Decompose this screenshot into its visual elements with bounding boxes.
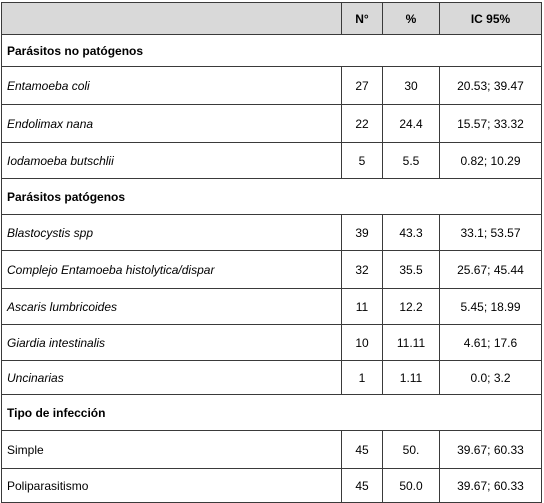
section-title: Parásitos no patógenos bbox=[2, 35, 542, 67]
results-table bbox=[1, 2, 542, 503]
row-ci95: 15.57; 33.32 bbox=[440, 105, 542, 143]
table-row bbox=[2, 325, 542, 361]
header-percent: % bbox=[383, 3, 440, 35]
table-row bbox=[2, 143, 542, 179]
table-row bbox=[2, 105, 542, 143]
row-name: Poliparasitismo bbox=[2, 469, 342, 503]
row-name: Simple bbox=[2, 431, 342, 469]
section-row bbox=[2, 35, 542, 67]
row-percent: 5.5 bbox=[383, 143, 440, 179]
row-percent: 11.11 bbox=[383, 325, 440, 361]
section-row bbox=[2, 179, 542, 215]
row-name: Blastocystis spp bbox=[2, 215, 342, 251]
row-percent: 50.0 bbox=[383, 469, 440, 503]
row-name: Ascaris lumbricoides bbox=[2, 289, 342, 325]
row-name: Giardia intestinalis bbox=[2, 325, 342, 361]
row-percent: 35.5 bbox=[383, 251, 440, 289]
row-percent: 30 bbox=[383, 67, 440, 105]
row-name: Iodamoeba butschlii bbox=[2, 143, 342, 179]
row-percent: 24.4 bbox=[383, 105, 440, 143]
row-n: 32 bbox=[342, 251, 383, 289]
row-n: 10 bbox=[342, 325, 383, 361]
section-title: Tipo de infección bbox=[2, 395, 542, 431]
row-name: Complejo Entamoeba histolytica/dispar bbox=[2, 251, 342, 289]
table-row bbox=[2, 469, 542, 503]
row-percent: 12.2 bbox=[383, 289, 440, 325]
table-row bbox=[2, 251, 542, 289]
header-row bbox=[2, 3, 542, 35]
row-n: 11 bbox=[342, 289, 383, 325]
row-name: Uncinarias bbox=[2, 361, 342, 395]
table-row bbox=[2, 67, 542, 105]
row-ci95: 0.82; 10.29 bbox=[440, 143, 542, 179]
table-row bbox=[2, 289, 542, 325]
header-ci95: IC 95% bbox=[440, 3, 542, 35]
row-ci95: 33.1; 53.57 bbox=[440, 215, 542, 251]
row-ci95: 39.67; 60.33 bbox=[440, 469, 542, 503]
row-n: 22 bbox=[342, 105, 383, 143]
row-name: Entamoeba coli bbox=[2, 67, 342, 105]
row-n: 27 bbox=[342, 67, 383, 105]
section-row bbox=[2, 395, 542, 431]
row-ci95: 4.61; 17.6 bbox=[440, 325, 542, 361]
row-n: 39 bbox=[342, 215, 383, 251]
row-percent: 1.11 bbox=[383, 361, 440, 395]
table-row bbox=[2, 215, 542, 251]
table-row bbox=[2, 361, 542, 395]
row-n: 45 bbox=[342, 431, 383, 469]
row-ci95: 25.67; 45.44 bbox=[440, 251, 542, 289]
row-n: 5 bbox=[342, 143, 383, 179]
row-percent: 50. bbox=[383, 431, 440, 469]
row-ci95: 0.0; 3.2 bbox=[440, 361, 542, 395]
row-n: 1 bbox=[342, 361, 383, 395]
table-row bbox=[2, 431, 542, 469]
header-n: N° bbox=[342, 3, 383, 35]
row-ci95: 39.67; 60.33 bbox=[440, 431, 542, 469]
row-name: Endolimax nana bbox=[2, 105, 342, 143]
row-n: 45 bbox=[342, 469, 383, 503]
header-blank-cell bbox=[2, 3, 342, 35]
row-ci95: 5.45; 18.99 bbox=[440, 289, 542, 325]
row-percent: 43.3 bbox=[383, 215, 440, 251]
row-ci95: 20.53; 39.47 bbox=[440, 67, 542, 105]
section-title: Parásitos patógenos bbox=[2, 179, 542, 215]
